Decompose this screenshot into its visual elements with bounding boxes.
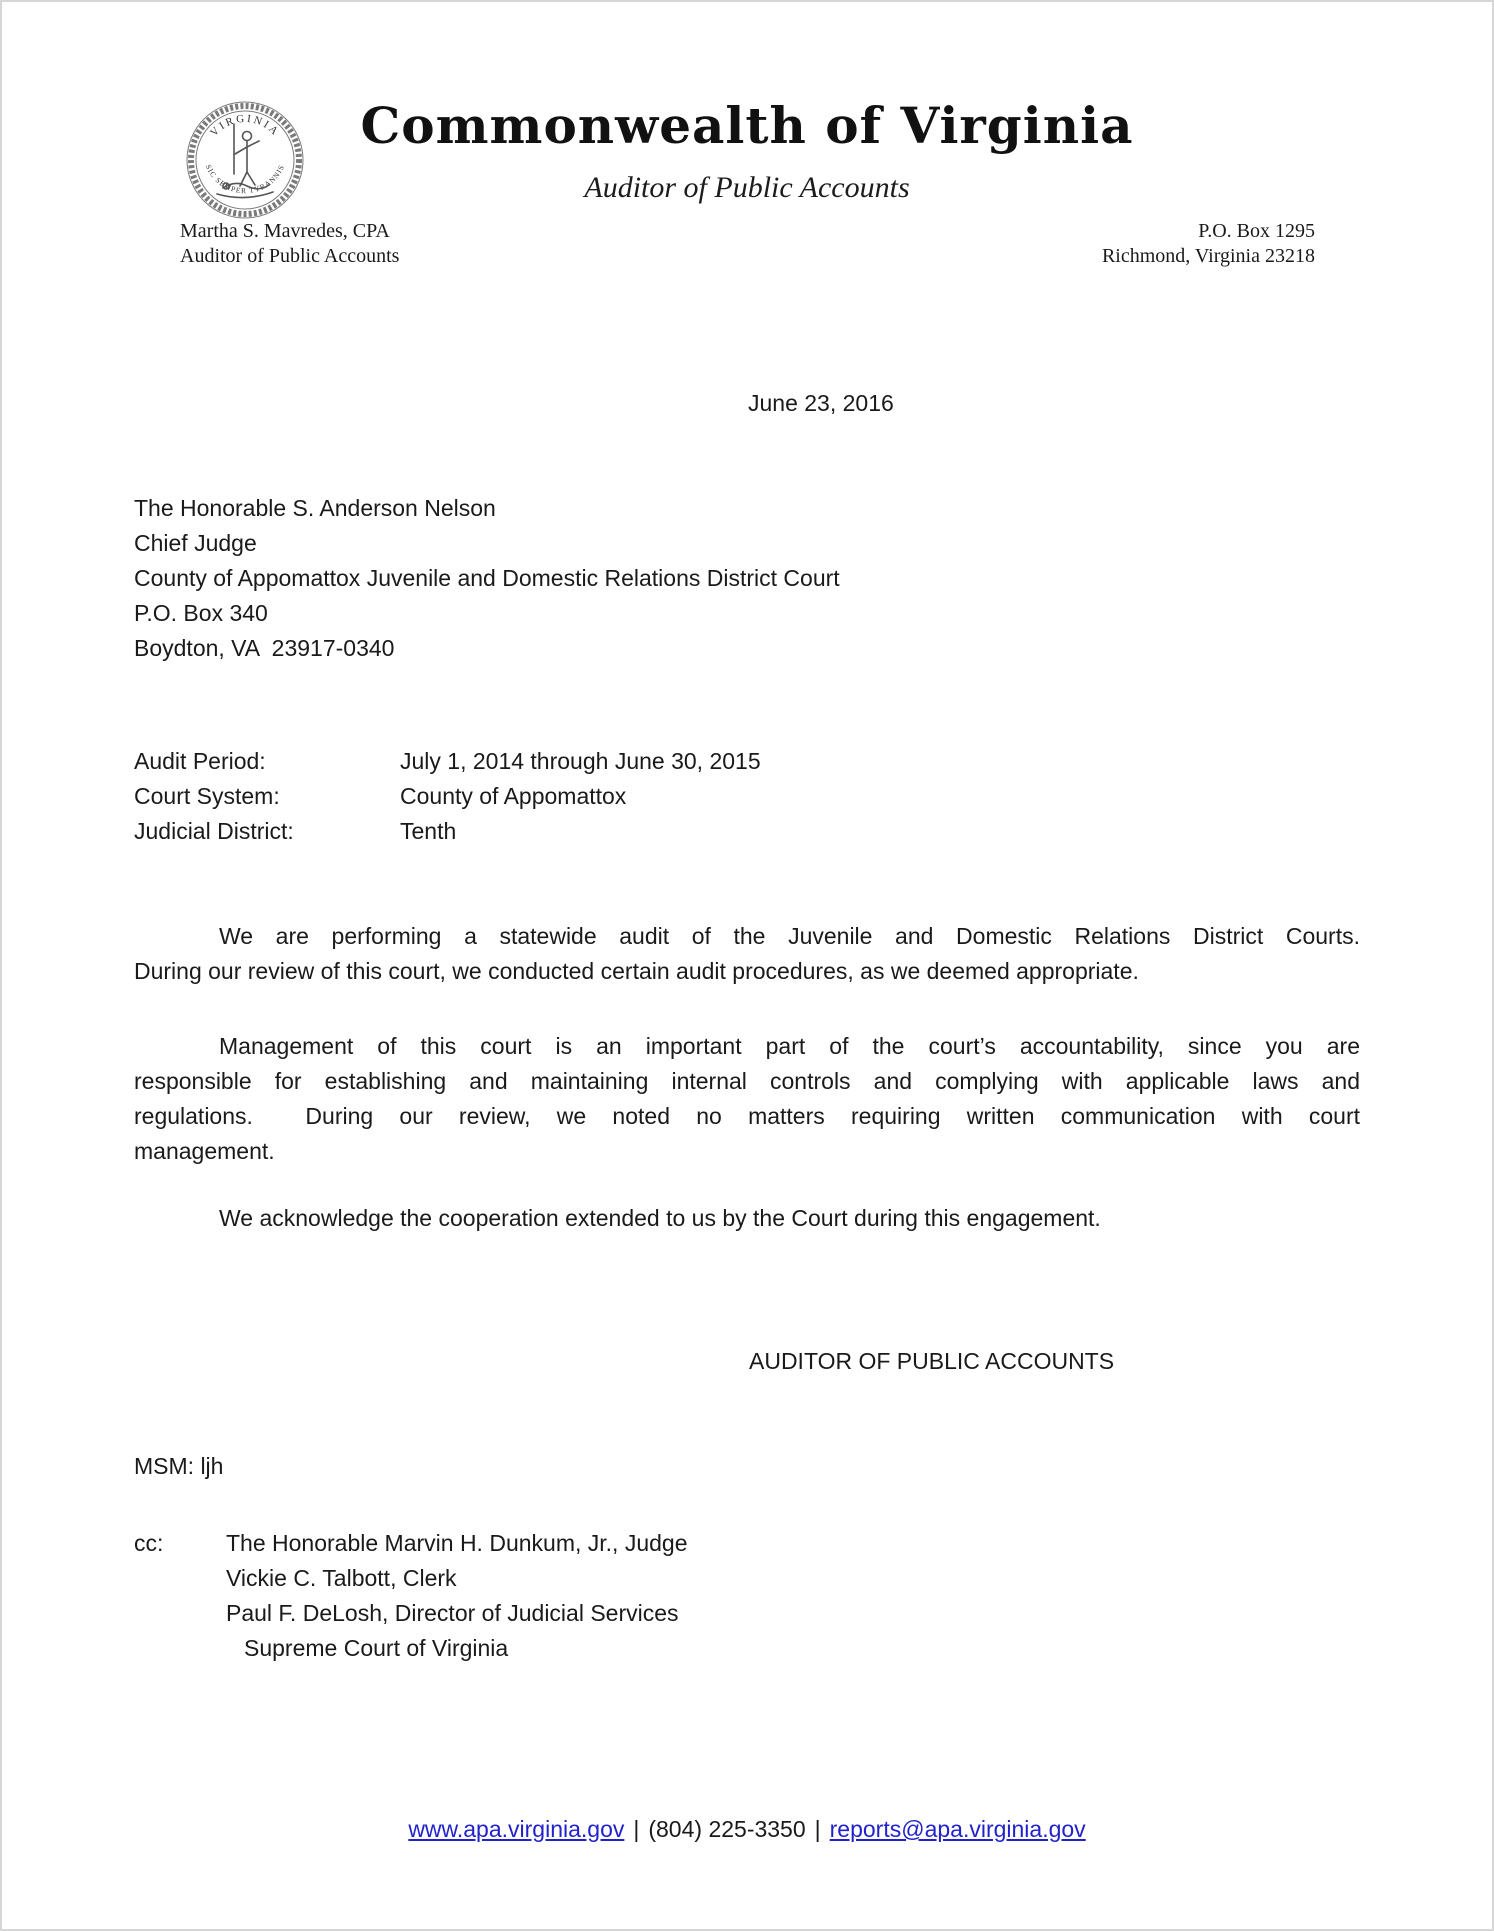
- seal-top-text: VIRGINIA: [208, 112, 282, 139]
- recipient-address-block: [134, 491, 1360, 666]
- agency-address-block: [1102, 219, 1315, 269]
- paragraph-line: Management of this court is an important part of the court’s accountability, since you are: [219, 1033, 1360, 1059]
- recipient-line: The Honorable S. Anderson Nelson: [134, 495, 496, 521]
- paragraph: [134, 1029, 1360, 1169]
- paragraph: [134, 919, 1360, 989]
- reference-initials: MSM: ljh: [134, 1453, 224, 1479]
- cc-list: [226, 1526, 687, 1666]
- phone-number: (804) 225-3350: [648, 1816, 806, 1842]
- audit-info-label: Judicial District:: [134, 818, 294, 844]
- paragraph-line: responsible for establishing and maintaining internal controls and complying with applicable laws and: [134, 1068, 1360, 1094]
- virginia-seal-icon: [185, 90, 305, 232]
- letter-footer: [2, 1816, 1492, 1843]
- commonwealth-title: Commonwealth of Virginia: [360, 96, 1134, 155]
- recipient-line: Chief Judge: [134, 530, 257, 556]
- audit-info-value: County of Appomattox: [400, 783, 627, 809]
- audit-info-block: [134, 744, 1360, 849]
- cc-recipient: The Honorable Marvin H. Dunkum, Jr., Judge: [226, 1530, 688, 1556]
- audit-info-label: Audit Period:: [134, 748, 266, 774]
- agency-subtitle: Auditor of Public Accounts: [584, 171, 910, 204]
- cc-label: cc:: [134, 1530, 164, 1556]
- official-title: Auditor of Public Accounts: [180, 245, 400, 267]
- audit-info-value: Tenth: [400, 818, 457, 844]
- footer-separator: |: [814, 1816, 821, 1842]
- cc-recipient: Paul F. DeLosh, Director of Judicial Services: [226, 1600, 679, 1626]
- audit-info-row: [134, 779, 1360, 814]
- email-link[interactable]: reports@apa.virginia.gov: [829, 1816, 1086, 1842]
- letterhead-info-row: [180, 219, 1315, 269]
- recipient-line: Boydton, VA 23917-0340: [134, 635, 395, 661]
- official-name: Martha S. Mavredes, CPA: [180, 220, 390, 242]
- audit-info-row: [134, 814, 1360, 849]
- footer-separator: |: [633, 1816, 640, 1842]
- svg-text:VIRGINIA: [208, 113, 282, 139]
- audit-info-label: Court System:: [134, 783, 280, 809]
- recipient-line: County of Appomattox Juvenile and Domestic Relations District Court: [134, 565, 840, 591]
- paragraph-line: We acknowledge the cooperation extended to us by the Court during this engagement.: [219, 1205, 1101, 1231]
- cc-recipient: Supreme Court of Virginia: [244, 1635, 509, 1661]
- cc-block: [134, 1526, 1360, 1666]
- audit-info-value: July 1, 2014 through June 30, 2015: [400, 748, 761, 774]
- recipient-line: P.O. Box 340: [134, 600, 268, 626]
- letterhead: [2, 2, 1492, 269]
- paragraph-line: During our review of this court, we conducted certain audit procedures, as we deemed appropriate.: [134, 958, 1139, 984]
- address-line: P.O. Box 1295: [1198, 220, 1315, 242]
- paragraph-line: We are performing a statewide audit of the Juvenile and Domestic Relations District Courts.: [219, 923, 1360, 949]
- letter-date: June 23, 2016: [748, 390, 894, 416]
- svg-text:SIC SEMPER TYRANNIS: [204, 163, 287, 195]
- cc-recipient: Vickie C. Talbott, Clerk: [226, 1565, 457, 1591]
- signature-organization: AUDITOR OF PUBLIC ACCOUNTS: [749, 1348, 1115, 1374]
- seal-bottom-text: SIC SEMPER TYRANNIS: [203, 163, 287, 196]
- paragraph-line: management.: [134, 1138, 275, 1164]
- audit-info-row: [134, 744, 1360, 779]
- letter-body: [134, 386, 1360, 1666]
- paragraph: [134, 1201, 1360, 1236]
- paragraph-line: regulations. During our review, we noted no matters requiring written communication with court: [134, 1103, 1360, 1129]
- website-link[interactable]: www.apa.virginia.gov: [408, 1816, 625, 1842]
- address-line: Richmond, Virginia 23218: [1101, 245, 1315, 267]
